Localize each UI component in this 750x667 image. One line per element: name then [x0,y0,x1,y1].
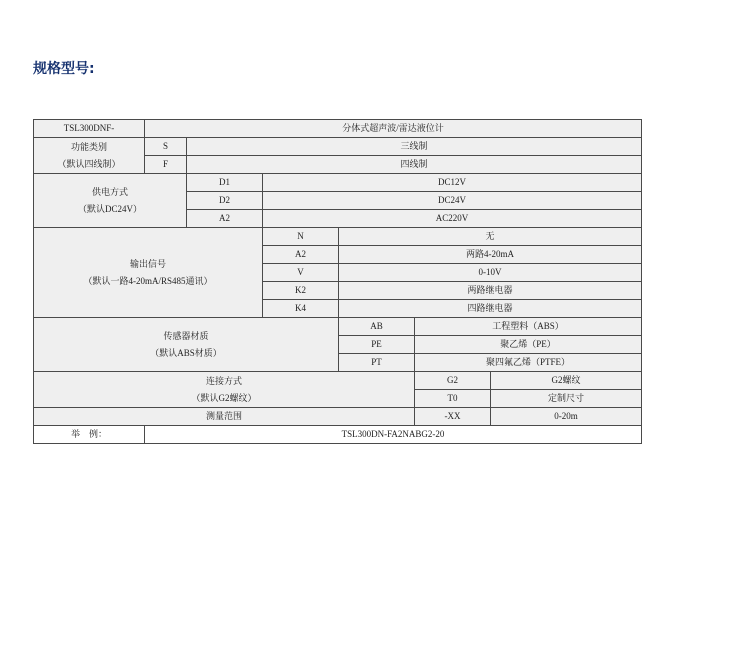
output-code: K4 [263,300,339,318]
function-code: S [145,138,187,156]
range-row [34,408,642,426]
power-default: （默认DC24V） [77,203,142,214]
output-desc: 四路继电器 [339,300,642,318]
output-row [34,228,642,246]
spec-heading: 规格型号: [33,61,95,77]
product-name: 分体式超声波/雷达液位计 [145,120,642,138]
power-desc: AC220V [263,210,642,228]
material-row [34,318,642,336]
function-desc: 四线制 [187,156,642,174]
output-desc: 两路4-20mA [339,246,642,264]
connection-row [34,372,642,390]
power-code: D1 [187,174,263,192]
output-code: K2 [263,282,339,300]
material-default: （默认ABS材质） [150,347,222,358]
material-desc: 聚四氟乙烯（PTFE） [415,354,642,372]
function-code: F [145,156,187,174]
output-code: A2 [263,246,339,264]
model-row [34,120,642,138]
output-desc: 两路继电器 [339,282,642,300]
function-desc: 三线制 [187,138,642,156]
function-row [34,138,642,156]
function-label-cell [34,138,145,174]
connection-default: （默认G2螺纹） [191,392,257,403]
power-label-cell [34,174,187,228]
example-row [34,426,642,444]
power-desc: DC12V [263,174,642,192]
output-desc: 0-10V [339,264,642,282]
output-default: （默认一路4-20mA/RS485通讯） [83,275,213,286]
example-label: 举 例： [34,426,145,444]
spec-table [33,119,642,444]
range-code: -XX [415,408,491,426]
connection-code: T0 [415,390,491,408]
connection-label-cell [34,372,415,408]
power-code: A2 [187,210,263,228]
example-value: TSL300DN-FA2NABG2-20 [145,426,642,444]
connection-desc: 定制尺寸 [491,390,642,408]
power-row [34,174,642,192]
power-code: D2 [187,192,263,210]
output-code: N [263,228,339,246]
material-code: AB [339,318,415,336]
material-code: PT [339,354,415,372]
function-default: （默认四线制） [57,158,121,169]
function-label: 功能类别 [70,141,107,152]
power-desc: DC24V [263,192,642,210]
material-desc: 工程塑料（ABS） [415,318,642,336]
range-label: 测量范围 [34,408,415,426]
material-code: PE [339,336,415,354]
output-label: 输出信号 [129,258,166,269]
power-label: 供电方式 [91,186,128,197]
connection-code: G2 [415,372,491,390]
connection-label: 连接方式 [205,375,242,386]
material-label: 传感器材质 [163,330,209,341]
output-desc: 无 [339,228,642,246]
model-prefix: TSL300DNF- [34,120,145,138]
connection-desc: G2螺纹 [491,372,642,390]
range-desc: 0-20m [491,408,642,426]
output-label-cell [34,228,263,318]
output-code: V [263,264,339,282]
material-label-cell [34,318,339,372]
material-desc: 聚乙烯（PE） [415,336,642,354]
